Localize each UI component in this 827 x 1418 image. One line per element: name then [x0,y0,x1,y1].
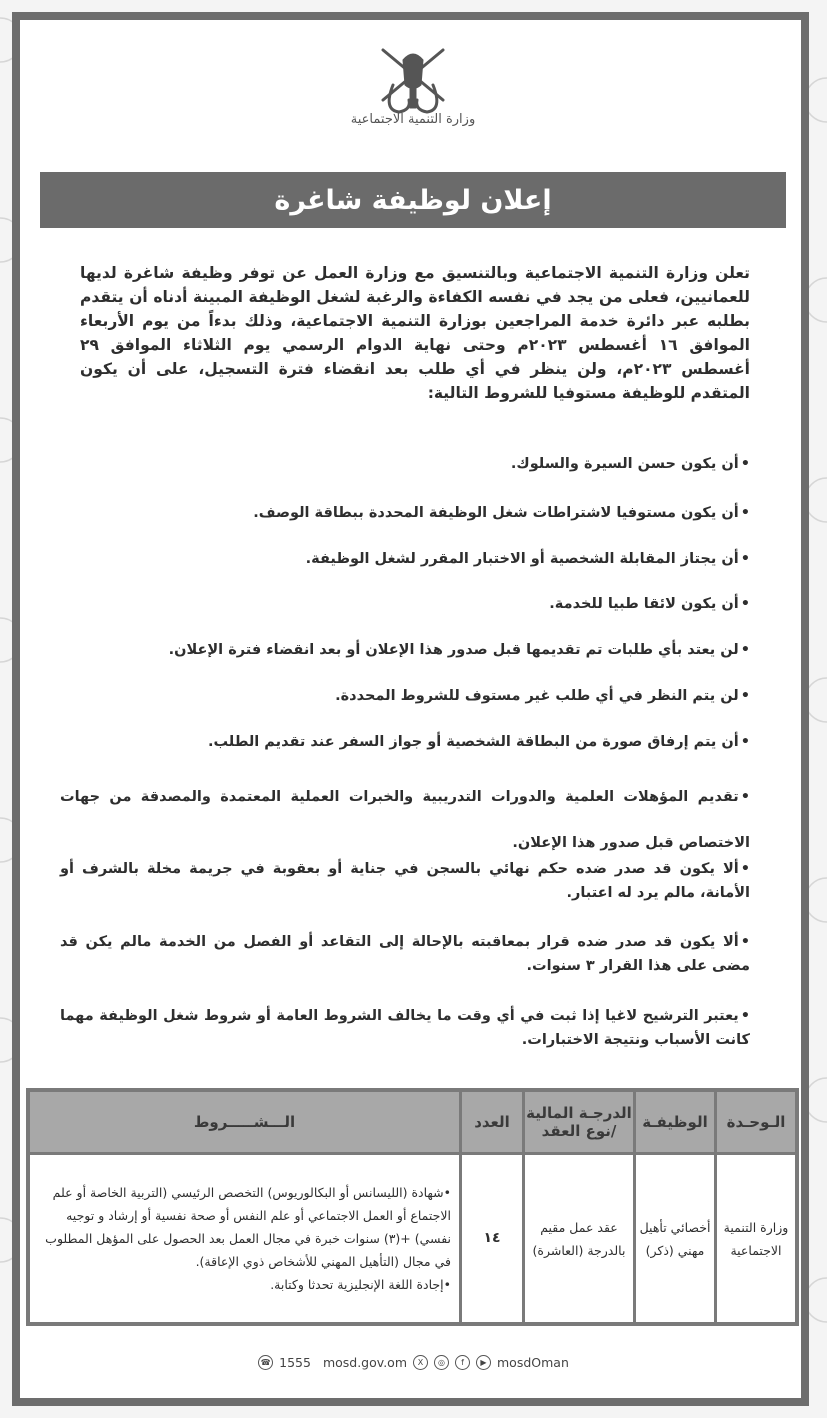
x-icon[interactable]: X [413,1355,428,1370]
cell-grade: عقد عمل مقيم بالدرجة (العاشرة) [524,1154,635,1325]
table-row [28,1154,797,1325]
list-item: •أن يكون مستوفيا لاشتراطات شغل الوظيفة المحددة ببطاقة الوصف. [253,505,750,521]
page-title: إعلان لوظيفة شاغرة [40,172,786,228]
ministry-logo-text: وزارة التنمية الاجتماعية [350,112,476,127]
footer-website[interactable]: mosd.gov.om [322,1354,407,1370]
cell-requirements [28,1154,461,1325]
footer-handle[interactable]: mosdOman [497,1354,569,1370]
intro-paragraph: تعلن وزارة التنمية الاجتماعية وبالتنسيق مع وزارة العمل عن توفر وظيفة شاغرة لديها للعمانيين، فعلى من يجد في نفسه الكفاءة والرغبة لشغل الوظيفة المبينة أدناه أن يتقدم بطلبه عبر دائرة خدمة المراجعين بوزارة التنمية الاجتماعية، وذلك بدءاً من يوم الأربعاء الموافق ١٦ أغسطس ٢٠٢٣م وحتى نهاية الدوام الرسمي يوم الثلاثاء الموافق ٢٩ أغسطس ٢٠٢٣م، ولن ينظر في أي طلب بعد انقضاء فترة التسجيل، على أن يكون المتقدم للوظيفة مستوفيا للشروط التالية: [80,264,750,402]
footer [200,1352,627,1372]
job-table [26,1088,799,1326]
youtube-icon[interactable]: ▶ [476,1355,491,1370]
list-item: •لن يعتد بأي طلبات تم تقديمها قبل صدور هذا الإعلان أو بعد انقضاء فترة الإعلان. [168,642,750,658]
instagram-icon[interactable]: ◎ [434,1355,449,1370]
header-job: الوظيفـة [635,1090,716,1154]
list-item: •أن يكون حسن السيرة والسلوك. [510,456,750,472]
list-item: •تقديم المؤهلات العلمية والدورات التدريبية والخبرات العملية المعتمدة والمصدقة من جهات الاختصاص قبل صدور هذا الإعلان. [60,789,750,851]
header-requirements: الـــشـــــروط [28,1090,461,1154]
cell-count: ١٤ [461,1154,524,1325]
list-item: •يعتبر الترشيح لاغيا إذا ثبت في أي وقت ما يخالف الشروط العامة أو شروط شغل الوظيفة مهما كانت الأسباب ونتيجة الاختبارات. [60,1008,750,1048]
facebook-icon[interactable]: f [455,1355,470,1370]
job-table-wrapper [26,1088,799,1328]
header-count: العدد [461,1090,524,1154]
list-item: •أن يكون لائقا طبيا للخدمة. [549,596,750,612]
list-item: •ألا يكون قد صدر ضده قرار بمعاقبته بالإحالة إلى التقاعد أو الفصل من الخدمة مالم يكن قد مضى على هذا القرار ٣ سنوات. [60,934,750,974]
list-item: •لن يتم النظر في أي طلب غير مستوف للشروط المحددة. [335,688,750,704]
footer-phone: 1555 [279,1354,311,1370]
requirement-item: •إجادة اللغة الإنجليزية تحدثا وكتابة. [270,1277,451,1292]
cell-unit: وزارة التنمية الاجتماعية [716,1154,798,1325]
header-unit: الـوحـدة [716,1090,798,1154]
requirement-item: •شهادة (الليسانس أو البكالوريوس) التخصص الرئيسي (التربية الخاصة أو علم الاجتماع أو العمل الاجتماعي أو علم النفس أو صحة نفسية أو إرشاد و توجيه نفسي) +(٣) سنوات خبرة في مجال العمل بعد الحصول على المؤهل المطلوب في مجال (التأهيل المهني للأشخاص ذوي الإعاقة). [45,1185,451,1269]
list-item: •ألا يكون قد صدر ضده حكم نهائي بالسجن في جناية أو بعقوبة في جريمة مخلة بالشرف أو الأمانة، مالم يرد له اعتبار. [60,861,750,901]
phone-icon: ☎ [258,1355,273,1370]
table-header-row [28,1090,797,1154]
list-item: •أن يجتاز المقابلة الشخصية أو الاختبار المقرر لشغل الوظيفة. [305,551,750,567]
list-item: •أن يتم إرفاق صورة من البطاقة الشخصية أو جواز السفر عند تقديم الطلب. [207,734,750,750]
cell-job: أخصائي تأهيل مهني (ذكر) [635,1154,716,1325]
header-grade: الدرجـة المالية /نوع العقد [524,1090,635,1154]
